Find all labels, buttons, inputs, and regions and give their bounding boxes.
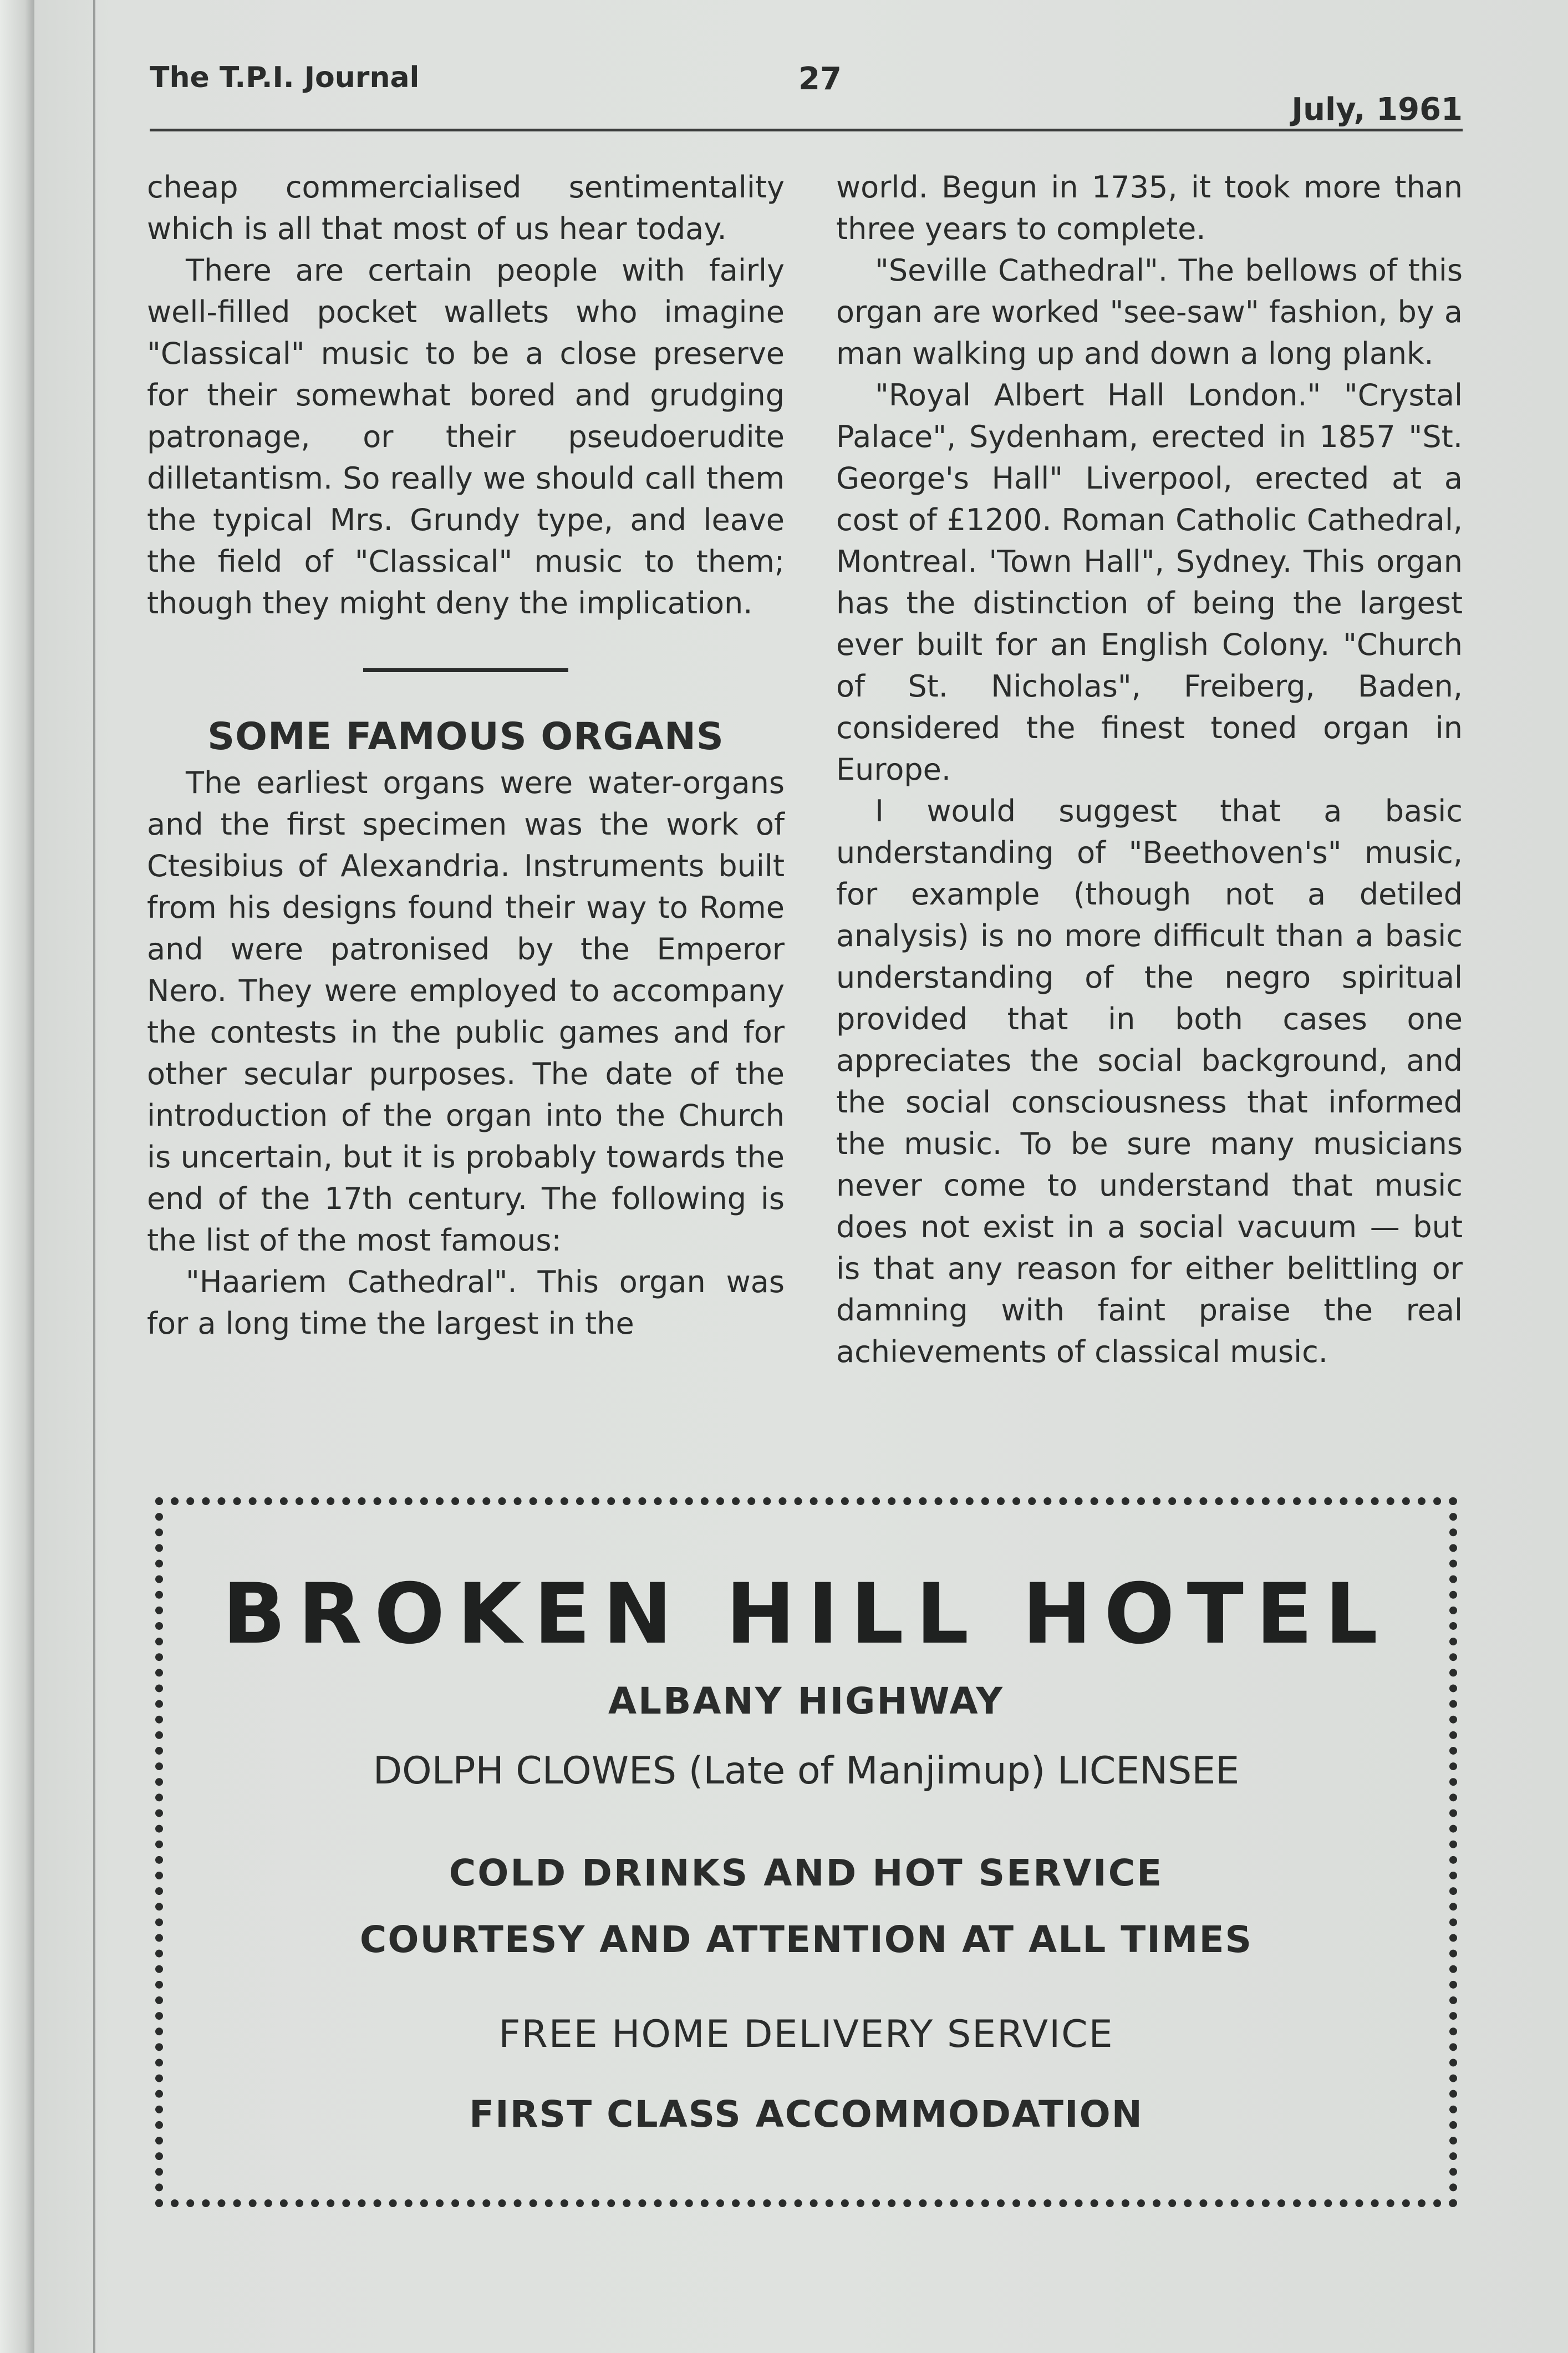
ad-tagline: FREE HOME DELIVERY SERVICE [498, 2012, 1114, 2056]
hotel-advertisement [155, 1497, 1457, 2207]
page-number: 27 [798, 61, 842, 97]
paragraph: "Seville Cathedral". The bellows of this organ are worked "see-saw" fashion, by a man walking up and down a long plank. [836, 253, 1463, 371]
paragraph: I would suggest that a basic understanding of "Beethoven's" music, for example (though not a detiled analysis) is no more difficult than a basic understanding of the negro spiritual provided that in both cases one appreciates the social background, and the social consciousness that informed the music. To be sure many musicians never come to understand that music does not exist in a social vacuum — but is that any reason for either belittling or damning with faint praise the real achievements of classical music. [836, 794, 1463, 1369]
paragraph: There are certain people with fairly well-filled pocket wallets who imagine "Classical" music to be a close preserve for their somewhat bored and grudging patronage, or their pseudoerudite dilletantism. So really we should call them the typical Mrs. Grundy type, and leave the field of "Classical" music to them; though they might deny the implication. [147, 253, 785, 621]
paragraph: "Haariem Cathedral". This organ was for a long time the largest in the [147, 1264, 785, 1341]
book-spine-shadow [0, 0, 34, 2353]
issue-date: July, 1961 [1291, 92, 1463, 128]
ad-tagline: FIRST CLASS ACCOMMODATION [469, 2093, 1143, 2136]
ad-hotel-name: BROKEN HILL HOTEL [222, 1566, 1390, 1663]
ad-licensee: DOLPH CLOWES (Late of Manjimup) LICENSEE [373, 1749, 1240, 1793]
ad-tagline: COLD DRINKS AND HOT SERVICE [449, 1852, 1164, 1894]
ad-tagline: COURTESY AND ATTENTION AT ALL TIMES [359, 1918, 1253, 1961]
page-edge-line [93, 0, 95, 2353]
section-heading: SOME FAMOUS ORGANS [207, 715, 724, 759]
right-column [836, 166, 1463, 1373]
paragraph: cheap commercialised sentimentality which is all that most of us hear today. [147, 170, 785, 246]
header-rule [150, 129, 1463, 131]
paragraph: The earliest organs were water-organs and the first specimen was the work of Ctesibius of Alexandria. Instruments built from his designs found their way to Rome and were patronised by the Emperor Nero. They were employed to accompany the contests in the public games and for other secular purposes. The date of the introduction of the organ into the Church is uncertain, but it is probably towards the end of the 17th century. The following is the list of the most famous: [147, 765, 785, 1258]
paragraph: "Royal Albert Hall London." "Crystal Palace", Sydenham, erected in 1857 "St. George's Hall" Liverpool, erected at a cost of £1200. Roman Catholic Cathedral, Montreal. 'Town Hall", Sydney. This organ has the distinction of being the largest ever built for an English Colony. "Church of St. Nicholas", Freiberg, Baden, considered the finest toned organ in Europe. [836, 378, 1463, 787]
left-column [147, 166, 785, 1344]
paragraph: world. Begun in 1735, it took more than three years to complete. [836, 170, 1463, 246]
ad-address: ALBANY HIGHWAY [608, 1680, 1005, 1722]
journal-title: The T.P.I. Journal [150, 61, 420, 94]
section-divider [363, 668, 568, 672]
